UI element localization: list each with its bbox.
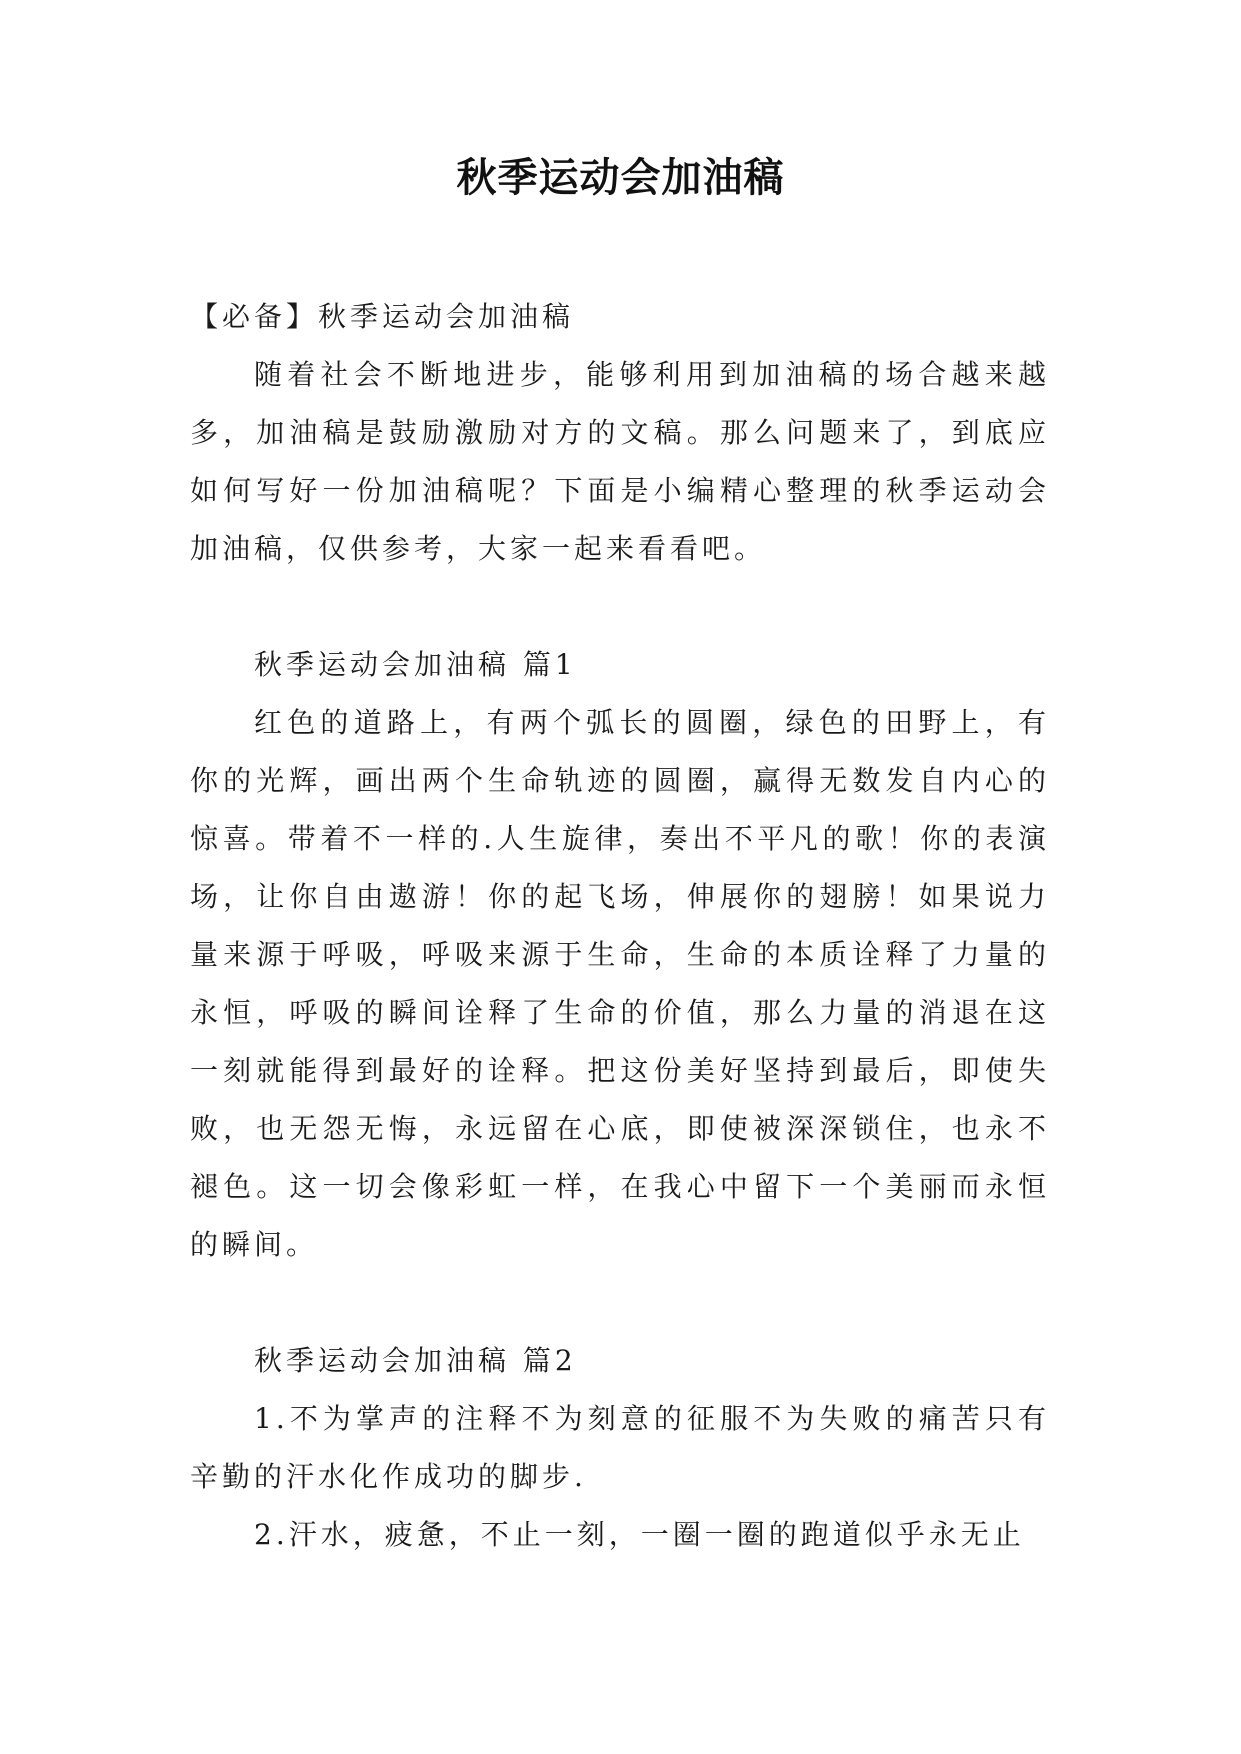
- section-spacer: [190, 1274, 1050, 1332]
- section-2-item-1: 1.不为掌声的注释不为刻意的征服不为失败的痛苦只有辛勤的汗水化作成功的脚步.: [190, 1402, 1050, 1493]
- section-spacer: [190, 578, 1050, 636]
- document-title: 秋季运动会加油稿: [456, 155, 785, 201]
- section-heading-2: 秋季运动会加油稿 篇2: [254, 1344, 577, 1377]
- section-heading-1: 秋季运动会加油稿 篇1: [254, 648, 577, 681]
- document-subtitle: 【必备】秋季运动会加油稿: [190, 300, 575, 333]
- section-2-item-2: 2.汗水，疲惫，不止一刻，一圈一圈的跑道似乎永无止: [254, 1518, 1025, 1551]
- intro-paragraph: 随着社会不断地进步，能够利用到加油稿的场合越来越多，加油稿是鼓励激励对方的文稿。那么问题来了，到底应如何写好一份加油稿呢？下面是小编精心整理的秋季运动会加油稿，仅供参考，大家一起来看看吧。: [190, 358, 1050, 565]
- section-1-paragraph: 红色的道路上，有两个弧长的圆圈，绿色的田野上，有你的光辉，画出两个生命轨迹的圆圈，赢得无数发自内心的惊喜。带着不一样的.人生旋律，奏出不平凡的歌！你的表演场，让你自由遨游！你的起飞场，伸展你的翅膀！如果说力量来源于呼吸，呼吸来源于生命，生命的本质诠释了力量的永恒，呼吸的瞬间诠释了生命的价值，那么力量的消退在这一刻就能得到最好的诠释。把这份美好坚持到最后，即使失败，也无怨无悔，永远留在心底，即使被深深锁住，也永不褪色。这一切会像彩虹一样，在我心中留下一个美丽而永恒的瞬间。: [190, 706, 1050, 1261]
- document-body: [190, 288, 1050, 1564]
